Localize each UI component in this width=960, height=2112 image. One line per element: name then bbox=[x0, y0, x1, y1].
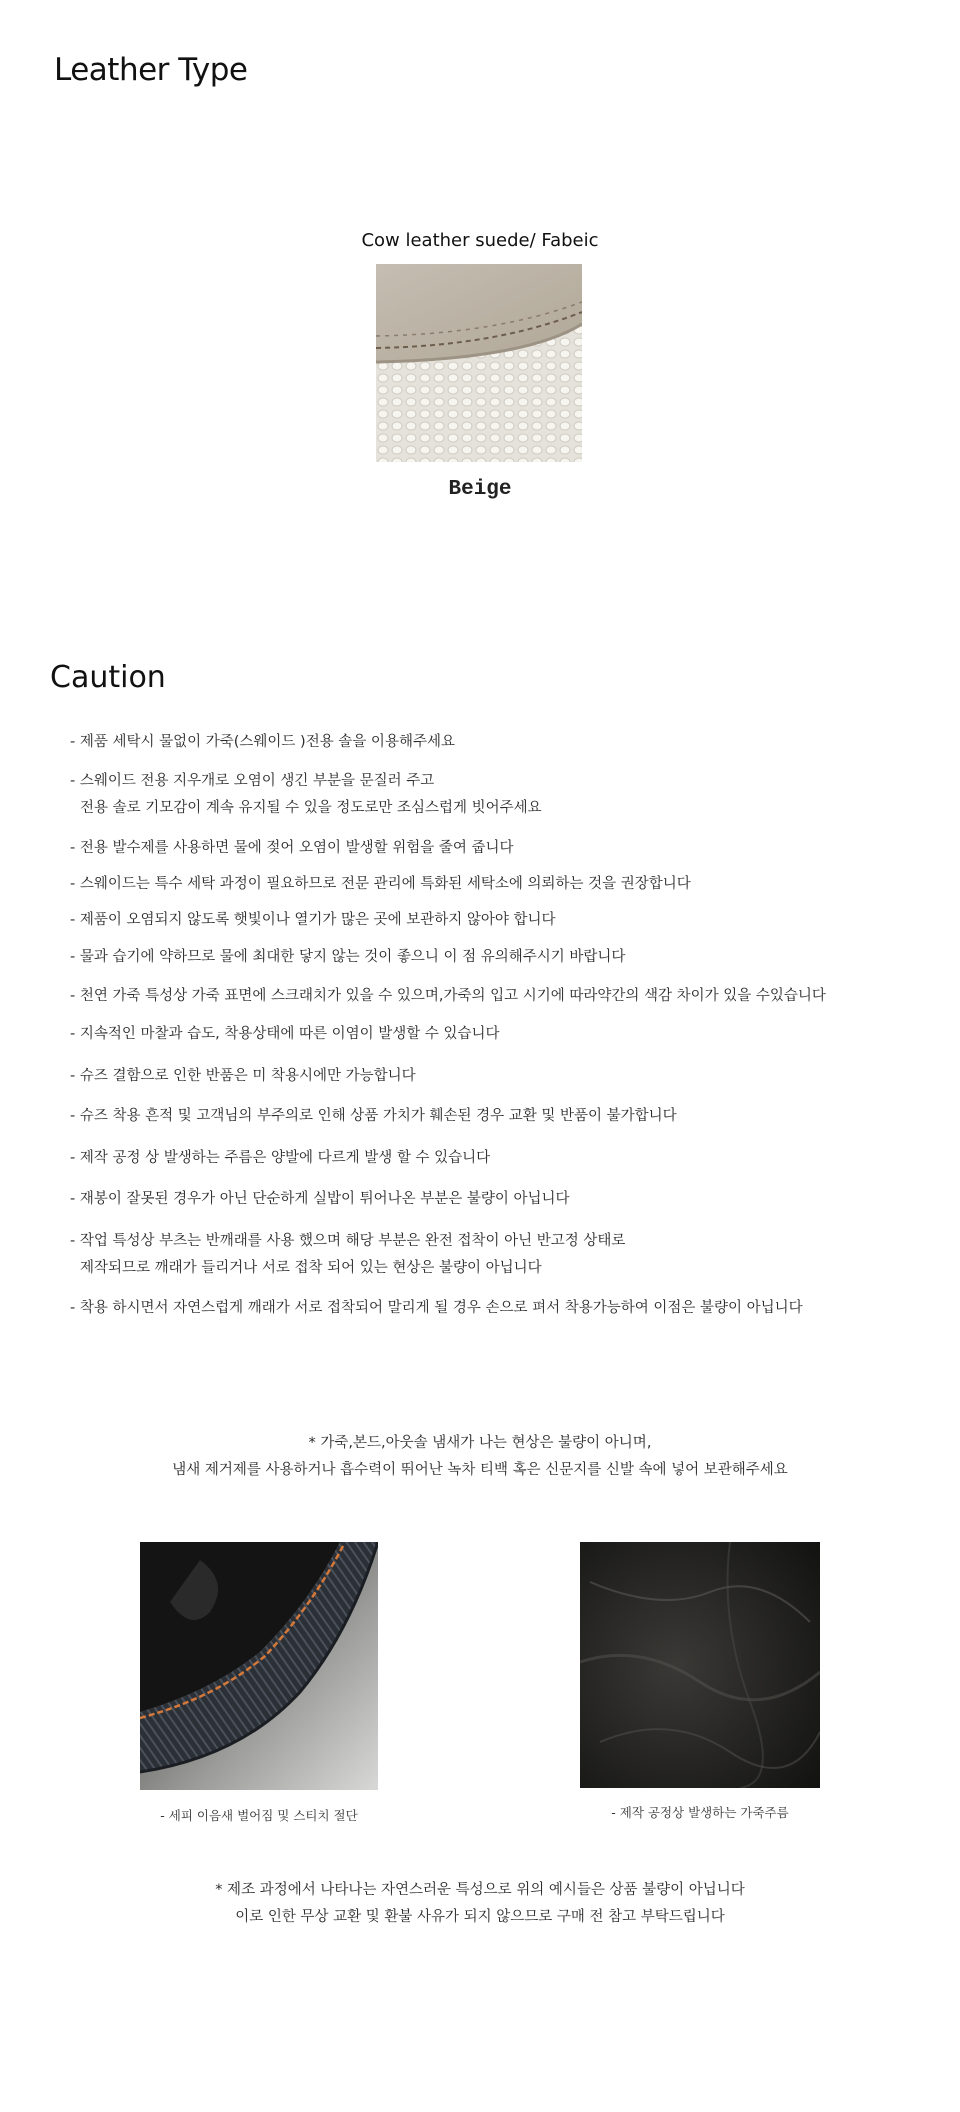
disclaimer-line: * 제조 과정에서 나타나는 자연스러운 특성으로 위의 예시들은 상품 불량이 아닙니다 bbox=[215, 1882, 745, 1898]
odor-note bbox=[0, 1430, 960, 1484]
caution-line: - 스웨이드 전용 지우개로 오염이 생긴 부분을 문질러 주고 bbox=[70, 773, 435, 789]
caution-heading: Caution bbox=[50, 660, 166, 695]
caution-line: - 전용 발수제를 사용하면 물에 젖어 오염이 발생할 위험을 줄여 줍니다 bbox=[70, 840, 514, 856]
caution-line: - 착용 하시면서 자연스럽게 깨래가 서로 접착되어 말리게 될 경우 손으로 펴서 착용가능하여 이점은 불량이 아닙니다 bbox=[70, 1300, 803, 1316]
disclaimer-note bbox=[0, 1877, 960, 1931]
caution-line: - 제품이 오염되지 않도록 햇빛이나 열기가 많은 곳에 보관하지 않아야 합니다 bbox=[70, 912, 556, 928]
caution-line: - 스웨이드는 특수 세탁 과정이 필요하므로 전문 관리에 특화된 세탁소에 의뢰하는 것을 권장합니다 bbox=[70, 876, 691, 892]
caution-item bbox=[70, 907, 556, 934]
caution-item bbox=[70, 1145, 490, 1172]
caution-line: - 작업 특성상 부츠는 반깨래를 사용 했으며 해당 부분은 완전 접착이 아닌 반고정 상태로 bbox=[70, 1233, 626, 1249]
left-photo-caption: - 세피 이음새 벌어짐 및 스티치 절단 bbox=[160, 1808, 358, 1823]
leather-wrinkle-example-photo bbox=[580, 1542, 820, 1788]
caution-item bbox=[70, 768, 542, 822]
right-photo-caption: - 제작 공정상 발생하는 가죽주름 bbox=[611, 1805, 789, 1820]
caution-line: - 물과 습기에 약하므로 물에 최대한 닿지 않는 것이 좋으니 이 점 유의해주시기 바랍니다 bbox=[70, 949, 626, 965]
caution-item bbox=[70, 729, 455, 756]
caution-line: - 지속적인 마찰과 습도, 착용상태에 따른 이염이 발생할 수 있습니다 bbox=[70, 1026, 500, 1042]
stitch-example-photo bbox=[140, 1542, 378, 1790]
caution-line: - 제작 공정 상 발생하는 주름은 양발에 다르게 발생 할 수 있습니다 bbox=[70, 1150, 491, 1166]
caution-line: - 슈즈 착용 흔적 및 고객님의 부주의로 인해 상품 가치가 훼손된 경우 교환 및 반품이 불가합니다 bbox=[70, 1108, 677, 1124]
caution-item bbox=[70, 1103, 677, 1130]
swatch-title: Cow leather suede/ Fabeic bbox=[361, 230, 599, 251]
disclaimer-line: 이로 인한 무상 교환 및 환불 사유가 되지 않으므로 구매 전 참고 부탁드립니다 bbox=[235, 1909, 725, 1925]
caution-item bbox=[70, 944, 625, 971]
odor-note-line: 냄새 제거제를 사용하거나 흡수력이 뛰어난 녹차 티백 혹은 신문지를 신발 속에 넣어 보관해주세요 bbox=[172, 1462, 788, 1478]
caution-line: 제작되므로 깨래가 들리거나 서로 접착 되어 있는 현상은 불량이 아닙니다 bbox=[80, 1260, 542, 1276]
caution-item bbox=[70, 983, 826, 1010]
leather-type-heading: Leather Type bbox=[54, 52, 248, 88]
caution-item bbox=[70, 835, 514, 862]
swatch-image bbox=[376, 264, 582, 462]
caution-item bbox=[70, 1228, 625, 1282]
caution-item bbox=[70, 1295, 803, 1322]
caution-item bbox=[70, 1063, 416, 1090]
caution-line: - 제품 세탁시 물없이 가죽(스웨이드 )전용 솔을 이용해주세요 bbox=[70, 734, 455, 750]
caution-item bbox=[70, 871, 691, 898]
caution-item bbox=[70, 1186, 570, 1213]
caution-line: - 천연 가죽 특성상 가죽 표면에 스크래치가 있을 수 있으며,가죽의 입고 시기에 따라약간의 색감 차이가 있을 수있습니다 bbox=[70, 988, 826, 1004]
caution-line: - 슈즈 결함으로 인한 반품은 미 착용시에만 가능합니다 bbox=[70, 1068, 416, 1084]
swatch-color-label: Beige bbox=[448, 478, 512, 501]
caution-item bbox=[70, 1021, 500, 1048]
caution-line: 전용 솔로 기모감이 계속 유지될 수 있을 정도로만 조심스럽게 빗어주세요 bbox=[80, 800, 542, 816]
odor-note-line: * 가죽,본드,아웃솔 냄새가 나는 현상은 불량이 아니며, bbox=[308, 1435, 652, 1451]
caution-line: - 재봉이 잘못된 경우가 아닌 단순하게 실밥이 튀어나온 부분은 불량이 아닙니다 bbox=[70, 1191, 570, 1207]
